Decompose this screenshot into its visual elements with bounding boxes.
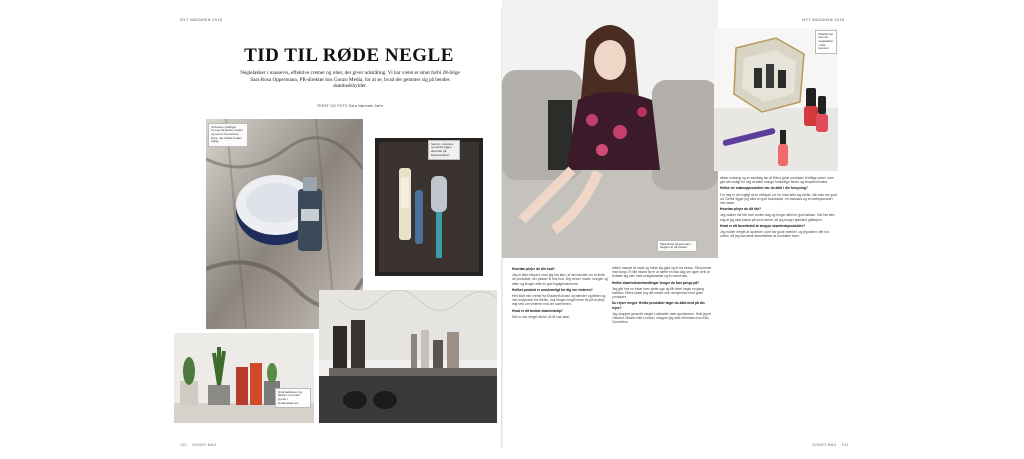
answer: drikke masser af vand og holde sig glad og fri fra stress. Så kommer man langt. Et lille ekstra tip er at sætte en fast dag om ugen af til at forkæle sig selv med ansigtsmaske og et varmt bad. — [612, 266, 712, 279]
portrait-caption: Sara Rosa Oppermann slapper af på sofaen. — [657, 240, 697, 252]
article-lead: Neglelakker i massevis, effektive cremer og olier, der giver udstråling. Vi har været et smut forbi 28-årige Sara Rosa Oppermann, PR-direktør hos Gonzo Media, for at se, hvad der gemmer sig på hendes skønhedshylder. — [240, 70, 460, 90]
answer: Helt klart min creme fra Elizabeth Arden og hænder og læber og min bodylotion fra Kiehls. Jeg bruger meget mere tid på at pleje mig selv om vinteren end om sommeren. — [512, 294, 606, 307]
question: Hvad er dit favoritsted at shoppe skønhedsprodukter? — [720, 223, 806, 228]
question: Hvilke skønhedsbehandlinger bruger du fast penge på? — [612, 280, 700, 285]
article-title: TID TIL RØDE NEGLE — [244, 45, 454, 66]
question: Hvordan plejer du din hud? — [512, 267, 555, 271]
folio-right — [812, 443, 849, 447]
question: Hvilket produkt er uundværligt for dig om vinteren? — [512, 287, 593, 292]
folio-left — [180, 443, 217, 447]
running-header-left: NYT MAGASIN 2015 — [180, 17, 223, 22]
question: Du rejser meget. Hvilke produkter tager du altid med på din rejse? — [612, 301, 705, 310]
portrait-photo — [502, 0, 718, 258]
plants-caption: Små kaktusser og flasker med olier pynter i vindueskarmen. — [275, 388, 311, 408]
answer: Jeg går hos en frisør hver sjette uge og får lavet negle en gang imellem. Ellers klarer jeg det meste selv derhjemme med gode produkter. — [612, 286, 704, 300]
answer: Jeg er ikke ekspert, men jeg har lært, at det handler om at finde de produkter, der passer til ens hud. Jeg renser huden morgen og aften og bruger altid en god fugtighedscreme. — [512, 273, 608, 286]
question: Hvilke tre makeupprodukter har du altid i din forsyning? — [720, 186, 808, 191]
nails-caption: Glasskrinet rummer neglelakker i røde nuancer. — [815, 30, 837, 54]
plants-photo — [174, 333, 314, 423]
answer: sikker makeup og er samtidig fan af Kikos gode produkter til billige priser, som gør det muligt for mig at købe mange forskellige farver og eksperimentere. — [720, 176, 834, 185]
magazine-name-right: GONZO MAG — [812, 443, 837, 447]
answer: Jeg holder meget af apoteker, som har gode mærker, og jeg køber ofte ind online, så jeg kan læse anmeldelser af produkter først. — [720, 230, 829, 239]
question: Hvordan plejer du dit hår? — [720, 207, 762, 212]
body-column-right — [720, 176, 838, 240]
tools-caption: Serum, mascara og børste ligger altid klar på badeværelset. — [428, 140, 460, 160]
answer: Det er nok meget kliché. At få nok søvn, — [512, 314, 571, 319]
running-header-right: NYT MAGASIN 2015 — [802, 17, 845, 22]
page-number-right: 101 — [841, 443, 849, 447]
page-number-left: 100 — [180, 443, 187, 447]
magazine-name-left: GONZO MAG — [192, 443, 217, 447]
answer: For mig er det vigtigt at se veltilpas ud, for man føler sig bedst, når man ser godt ud. Derfor ligger jeg altid en god foundation, en mascara og en læbepomade i min taske. — [720, 192, 837, 206]
question: Hvad er dit bedste skønhedstip? — [512, 308, 563, 313]
body-column-middle — [612, 266, 712, 326]
answer: Jeg shopper generelt meget i udlandet, især apotekerne. Hvis jeg er i Madrid, Milano eller London, shopper jeg altid lidt ekstra hos Kiko Cosmetics. — [612, 311, 712, 325]
body-column-left — [512, 266, 608, 321]
answer: Jeg vasker mit hår hver anden dag og bruger altid en god balsam. Det har lært mig at jeg skal passe på med varme, så jeg bruger sjældent glattejern. — [720, 213, 835, 222]
creams-caption: Vinterens yndlinge: Creme fra Estée Lauder og serum fra samme serie, der holder huden fugtig. — [208, 123, 248, 147]
shelf-photo — [319, 290, 497, 423]
article-credit: TEKST OG FOTO Sara Nørmark Jæhr — [316, 104, 384, 108]
